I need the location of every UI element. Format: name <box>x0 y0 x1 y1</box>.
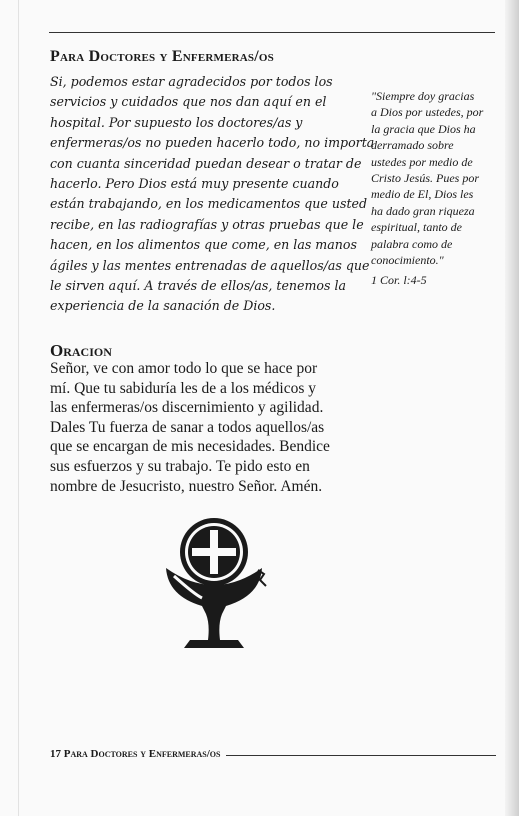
prayer-line: Señor, ve con amor todo lo que se hace por <box>50 360 318 377</box>
footer-text: 17 Para Doctores y Enfermeras/os <box>50 748 221 760</box>
quote-line: a Dios por ustedes, por <box>371 105 484 120</box>
body-line: ágiles y las mentes entrenadas de aquellos/as que <box>50 257 370 273</box>
body-line: hacen, en los alimentos que come, en las manos <box>50 237 357 253</box>
quote-line: medio de El, Dios les <box>371 187 474 202</box>
quote-line: derramado sobre <box>371 138 454 153</box>
prayer-line: Dales Tu fuerza de sanar a todos aquellos/as <box>50 418 325 436</box>
chalice-base <box>184 640 244 648</box>
prayer-line: sus esfuerzos y su trabajo. Te pido esto en <box>50 457 310 475</box>
chalice-with-cross-icon <box>160 510 272 650</box>
section-title <box>50 48 274 66</box>
prayer-paragraph <box>50 359 352 496</box>
page-gutter <box>18 0 19 816</box>
body-line: le sirven aquí. A través de ellos/as, tenemos la <box>50 278 347 294</box>
prayer-line: mí. Que tu sabiduría les de a los médicos y <box>50 379 317 397</box>
cross-horizontal <box>192 548 236 556</box>
quote-line: conocimiento." <box>371 253 444 268</box>
prayer-heading-text: Oracion <box>50 341 112 360</box>
body-line: hospital. Por supuesto los doctores/as y <box>50 114 303 130</box>
quote-line: ha dado gran riqueza <box>371 203 475 218</box>
body-line: hacerlo. Pero Dios está muy presente cuando <box>50 176 339 192</box>
page-footer <box>50 748 496 760</box>
body-line: están trabajando, en los medicamentos que usted <box>50 196 368 212</box>
page-edge-shadow <box>505 0 519 816</box>
intro-paragraph <box>50 72 375 317</box>
body-line: recibe, en las radiografías y otras pruebas que le <box>50 216 364 232</box>
body-line: servicios y cuidados que nos dan aquí en el <box>50 94 327 110</box>
scripture-quote <box>371 88 493 268</box>
quote-line: ustedes por medio de <box>371 154 473 169</box>
quote-line: espiritual, tanto de <box>371 220 462 235</box>
quote-line: palabra como de <box>371 236 453 251</box>
quote-line: "Siempre doy gracias <box>371 89 475 103</box>
scripture-reference: 1 Cor. l:4-5 <box>371 273 427 287</box>
footer-rule <box>226 755 496 756</box>
section-title-text: Para Doctores y Enfermeras/os <box>50 48 274 65</box>
body-line: enfermeras/os no pueden hacerlo todo, no importa <box>50 135 375 151</box>
prayer-heading <box>50 341 112 361</box>
body-line: experiencia de la sanación de Dios. <box>50 298 276 314</box>
prayer-line: nombre de Jesucristo, nuestro Señor. Amén. <box>50 477 323 495</box>
quote-line: la gracia que Dios ha <box>371 121 476 136</box>
header-rule <box>49 32 495 33</box>
body-line: con cuanta sinceridad puedan desear o tratar de <box>50 155 362 171</box>
prayer-line: que se encargan de mis necesidades. Bendice <box>50 438 330 456</box>
prayer-line: las enfermeras/os discernimiento y agilidad. <box>50 399 324 417</box>
body-line: Si, podemos estar agradecidos por todos los <box>50 74 333 89</box>
quote-line: Cristo Jesús. Pues por <box>371 171 479 186</box>
